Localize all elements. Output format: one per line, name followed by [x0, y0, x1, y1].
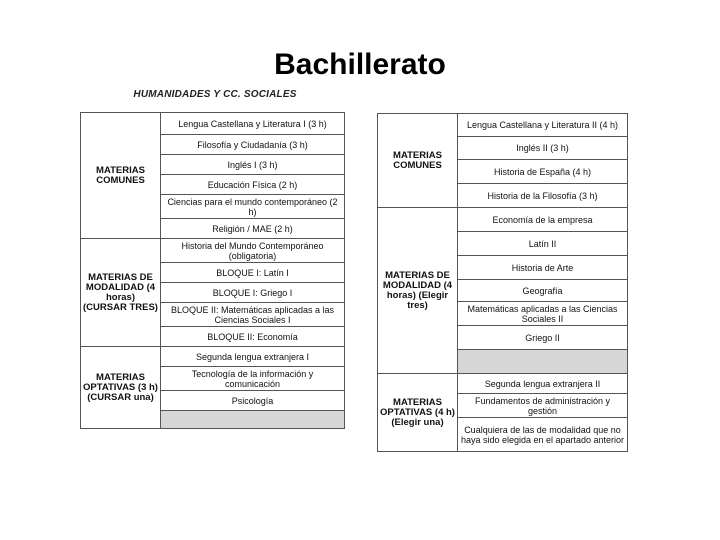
category-optativas: MATERIAS OPTATIVAS (4 h) (Elegir una) — [378, 374, 458, 452]
subject-cell: Griego II — [458, 326, 628, 350]
subject-cell: Cualquiera de las de modalidad que no haya sido elegida en el apartado anterior — [458, 418, 628, 452]
table-subtitle: HUMANIDADES Y CC. SOCIALES — [133, 89, 297, 100]
subject-cell: Inglés I (3 h) — [161, 155, 345, 175]
subject-cell: Economía de la empresa — [458, 208, 628, 232]
subject-cell: Religión / MAE (2 h) — [161, 219, 345, 239]
first-course-table — [80, 112, 345, 429]
subject-cell: Lengua Castellana y Literatura I (3 h) — [161, 113, 345, 135]
subject-cell: BLOQUE I: Griego I — [161, 283, 345, 303]
subject-cell: Tecnología de la información y comunicación — [161, 367, 345, 391]
empty-cell — [458, 350, 628, 374]
second-course-table — [377, 113, 628, 452]
subject-cell: Latín II — [458, 232, 628, 256]
subject-cell: Ciencias para el mundo contemporáneo (2 h) — [161, 195, 345, 219]
subject-cell: Historia del Mundo Contemporáneo (obligatoria) — [161, 239, 345, 263]
subject-cell: Lengua Castellana y Literatura II (4 h) — [458, 114, 628, 137]
category-comunes: MATERIAS COMUNES — [378, 114, 458, 208]
subject-cell: BLOQUE I: Latín I — [161, 263, 345, 283]
subject-cell: Fundamentos de administración y gestión — [458, 394, 628, 418]
subject-cell: Historia de Arte — [458, 256, 628, 280]
category-optativas: MATERIAS OPTATIVAS (3 h) (CURSAR una) — [81, 347, 161, 429]
subject-cell: BLOQUE II: Matemáticas aplicadas a las Ciencias Sociales I — [161, 303, 345, 327]
subject-cell: Geografía — [458, 280, 628, 302]
subject-cell: Matemáticas aplicadas a las Ciencias Sociales II — [458, 302, 628, 326]
subject-cell: Segunda lengua extranjera II — [458, 374, 628, 394]
category-modalidad: MATERIAS DE MODALIDAD (4 horas) (Elegir tres) — [378, 208, 458, 374]
empty-cell — [161, 411, 345, 429]
subject-cell: BLOQUE II: Economía — [161, 327, 345, 347]
subject-cell: Psicología — [161, 391, 345, 411]
subject-cell: Filosofía y Ciudadanía (3 h) — [161, 135, 345, 155]
subject-cell: Segunda lengua extranjera I — [161, 347, 345, 367]
subject-cell: Educación Física (2 h) — [161, 175, 345, 195]
category-modalidad: MATERIAS DE MODALIDAD (4 horas) (CURSAR TRES) — [81, 239, 161, 347]
category-comunes: MATERIAS COMUNES — [81, 113, 161, 239]
subject-cell: Historia de España (4 h) — [458, 160, 628, 184]
subject-cell: Inglés II (3 h) — [458, 137, 628, 160]
page-title: Bachillerato — [274, 48, 446, 81]
subject-cell: Historia de la Filosofía (3 h) — [458, 184, 628, 208]
